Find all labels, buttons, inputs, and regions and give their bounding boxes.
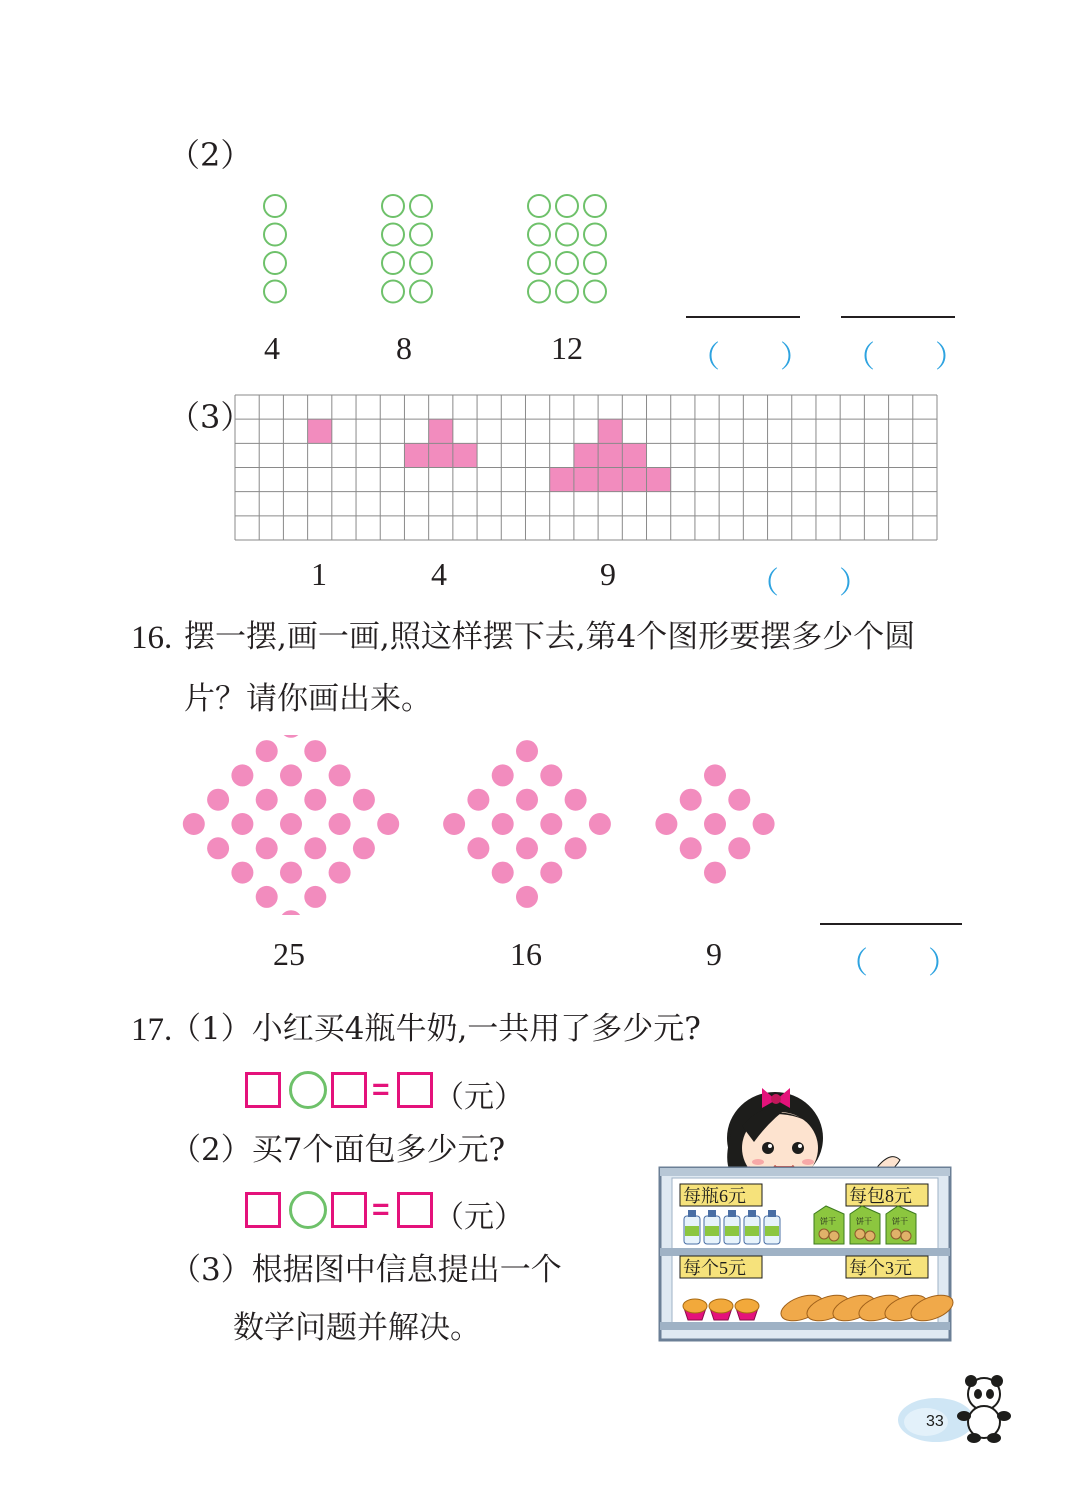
pink-square xyxy=(308,419,332,443)
pink-square xyxy=(550,468,574,492)
q16-number-25: 25 xyxy=(273,936,305,972)
pink-dot xyxy=(280,813,302,835)
q17-eq2-box-result[interactable] xyxy=(397,1192,433,1228)
pink-dot xyxy=(516,740,538,762)
cookie-pack-label: 饼干 xyxy=(892,1217,908,1226)
green-circle xyxy=(264,281,286,303)
pink-dot xyxy=(353,789,375,811)
part2-number-2: 8 xyxy=(396,330,412,366)
cookie-pack-label: 饼干 xyxy=(820,1217,836,1226)
part2-answer-1[interactable]: （ ） xyxy=(690,341,810,374)
green-circle xyxy=(528,252,550,274)
q16-number: 16. xyxy=(131,620,173,656)
pink-dot xyxy=(565,837,587,859)
sign-milk-price: 每瓶6元 xyxy=(683,1186,746,1206)
pink-dot xyxy=(207,837,229,859)
sign-bread-price: 每个3元 xyxy=(849,1258,912,1278)
q16-text-line1: 摆一摆,画一画,照这样摆下去,第4个图形要摆多少个圆 xyxy=(184,619,916,655)
pink-dot xyxy=(565,789,587,811)
q17-part3-text-line2: 数学问题并解决。 xyxy=(233,1310,481,1346)
green-circle xyxy=(584,252,606,274)
pink-dot xyxy=(329,862,351,884)
q17-eq2-box-2[interactable] xyxy=(331,1192,367,1228)
part3-number-3: 9 xyxy=(600,556,616,592)
part3-square-grid xyxy=(234,394,938,544)
sign-cake-price: 每个5元 xyxy=(683,1258,746,1278)
part2-answer-2[interactable]: （ ） xyxy=(845,341,965,374)
part2-number-1: 4 xyxy=(264,330,280,366)
green-circle xyxy=(528,281,550,303)
pink-dot xyxy=(280,735,302,738)
green-circle xyxy=(382,224,404,246)
pink-dot xyxy=(443,813,465,835)
pink-dot xyxy=(304,789,326,811)
pink-dot xyxy=(540,764,562,786)
pink-dot xyxy=(516,789,538,811)
pink-square xyxy=(647,468,671,492)
green-circle xyxy=(410,281,432,303)
part3-number-2: 4 xyxy=(431,556,447,592)
pink-square xyxy=(622,443,646,467)
pink-dot xyxy=(680,837,702,859)
green-circle xyxy=(584,195,606,217)
pink-dot xyxy=(704,813,726,835)
pink-dot xyxy=(492,764,514,786)
pink-dot xyxy=(540,862,562,884)
pink-dot xyxy=(492,813,514,835)
part2-circle-figures xyxy=(250,190,630,310)
pink-square xyxy=(574,443,598,467)
green-circle xyxy=(410,224,432,246)
q17-eq2-equals: = xyxy=(372,1193,390,1226)
pink-dot xyxy=(280,910,302,915)
shop-illustration xyxy=(650,1030,960,1350)
green-circle xyxy=(584,224,606,246)
q17-part3-text-line1: （3）根据图中信息提出一个 xyxy=(170,1252,562,1288)
q16-dot-diamonds xyxy=(170,735,810,915)
green-circle xyxy=(410,195,432,217)
pink-dot xyxy=(304,740,326,762)
pink-square xyxy=(598,443,622,467)
green-circle xyxy=(556,281,578,303)
part3-label: （3） xyxy=(168,398,253,436)
pink-dot xyxy=(329,764,351,786)
pink-dot xyxy=(183,813,205,835)
pink-dot xyxy=(589,813,611,835)
green-circle xyxy=(584,281,606,303)
pink-dot xyxy=(256,886,278,908)
q17-part1-text: （1）小红买4瓶牛奶,一共用了多少元? xyxy=(170,1011,701,1047)
page-number-badge xyxy=(896,1372,1016,1452)
pink-dot xyxy=(680,789,702,811)
green-circle xyxy=(556,224,578,246)
pink-dot xyxy=(728,789,750,811)
q16-number-16: 16 xyxy=(510,936,542,972)
q17-eq1-box-2[interactable] xyxy=(331,1072,367,1108)
part2-drawing-line-2[interactable] xyxy=(841,316,955,318)
green-circle xyxy=(264,224,286,246)
q17-eq1-operator-circle[interactable] xyxy=(289,1071,327,1109)
pink-dot xyxy=(256,789,278,811)
pink-dot xyxy=(704,764,726,786)
green-circle xyxy=(528,195,550,217)
pink-dot xyxy=(256,740,278,762)
part2-number-3: 12 xyxy=(551,330,583,366)
green-circle xyxy=(264,252,286,274)
pink-dot xyxy=(280,764,302,786)
pink-square xyxy=(598,419,622,443)
pink-dot xyxy=(728,837,750,859)
pink-dot xyxy=(231,813,253,835)
pink-dot xyxy=(516,886,538,908)
pink-dot xyxy=(353,837,375,859)
pink-square xyxy=(453,443,477,467)
q16-answer[interactable]: （ ） xyxy=(838,947,958,980)
part2-drawing-line-1[interactable] xyxy=(686,316,800,318)
page-number: 33 xyxy=(926,1413,944,1430)
q17-eq1-box-1[interactable] xyxy=(245,1072,281,1108)
pink-dot xyxy=(492,862,514,884)
q16-text-line2: 片？请你画出来。 xyxy=(184,681,432,717)
pink-dot xyxy=(207,789,229,811)
pink-dot xyxy=(231,862,253,884)
pink-dot xyxy=(304,837,326,859)
pink-square xyxy=(429,443,453,467)
part3-number-1: 1 xyxy=(311,556,327,592)
pink-dot xyxy=(467,789,489,811)
q16-number-9: 9 xyxy=(706,936,722,972)
part3-answer[interactable]: （ ） xyxy=(749,567,869,600)
q17-number: 17. xyxy=(131,1012,173,1048)
pink-square xyxy=(574,468,598,492)
part2-label: （2） xyxy=(168,136,253,174)
q17-part2-text: （2）买7个面包多少元? xyxy=(170,1132,506,1168)
pink-dot xyxy=(304,886,326,908)
pink-dot xyxy=(280,862,302,884)
green-circle xyxy=(382,252,404,274)
pink-square xyxy=(622,468,646,492)
sign-cookie-price: 每包8元 xyxy=(849,1186,912,1206)
green-circle xyxy=(556,195,578,217)
pink-dot xyxy=(655,813,677,835)
pink-square xyxy=(429,419,453,443)
pink-dot xyxy=(231,764,253,786)
green-circle xyxy=(264,195,286,217)
green-circle xyxy=(410,252,432,274)
pink-dot xyxy=(753,813,775,835)
q17-eq1-box-result[interactable] xyxy=(397,1072,433,1108)
pink-square xyxy=(598,468,622,492)
pink-dot xyxy=(704,862,726,884)
q17-eq2-box-1[interactable] xyxy=(245,1192,281,1228)
q16-drawing-line[interactable] xyxy=(820,923,962,925)
q17-eq1-equals: = xyxy=(372,1073,390,1106)
green-circle xyxy=(382,195,404,217)
pink-dot xyxy=(467,837,489,859)
green-circle xyxy=(382,281,404,303)
pink-dot xyxy=(256,837,278,859)
q17-eq1-unit: （元） xyxy=(434,1080,524,1115)
green-circle xyxy=(528,224,550,246)
q17-eq2-unit: （元） xyxy=(434,1200,524,1235)
pink-dot xyxy=(516,837,538,859)
pink-dot xyxy=(329,813,351,835)
cookie-pack-label: 饼干 xyxy=(856,1217,872,1226)
pink-dot xyxy=(540,813,562,835)
pink-dot xyxy=(377,813,399,835)
green-circle xyxy=(556,252,578,274)
pink-square xyxy=(404,443,428,467)
q17-eq2-operator-circle[interactable] xyxy=(289,1191,327,1229)
